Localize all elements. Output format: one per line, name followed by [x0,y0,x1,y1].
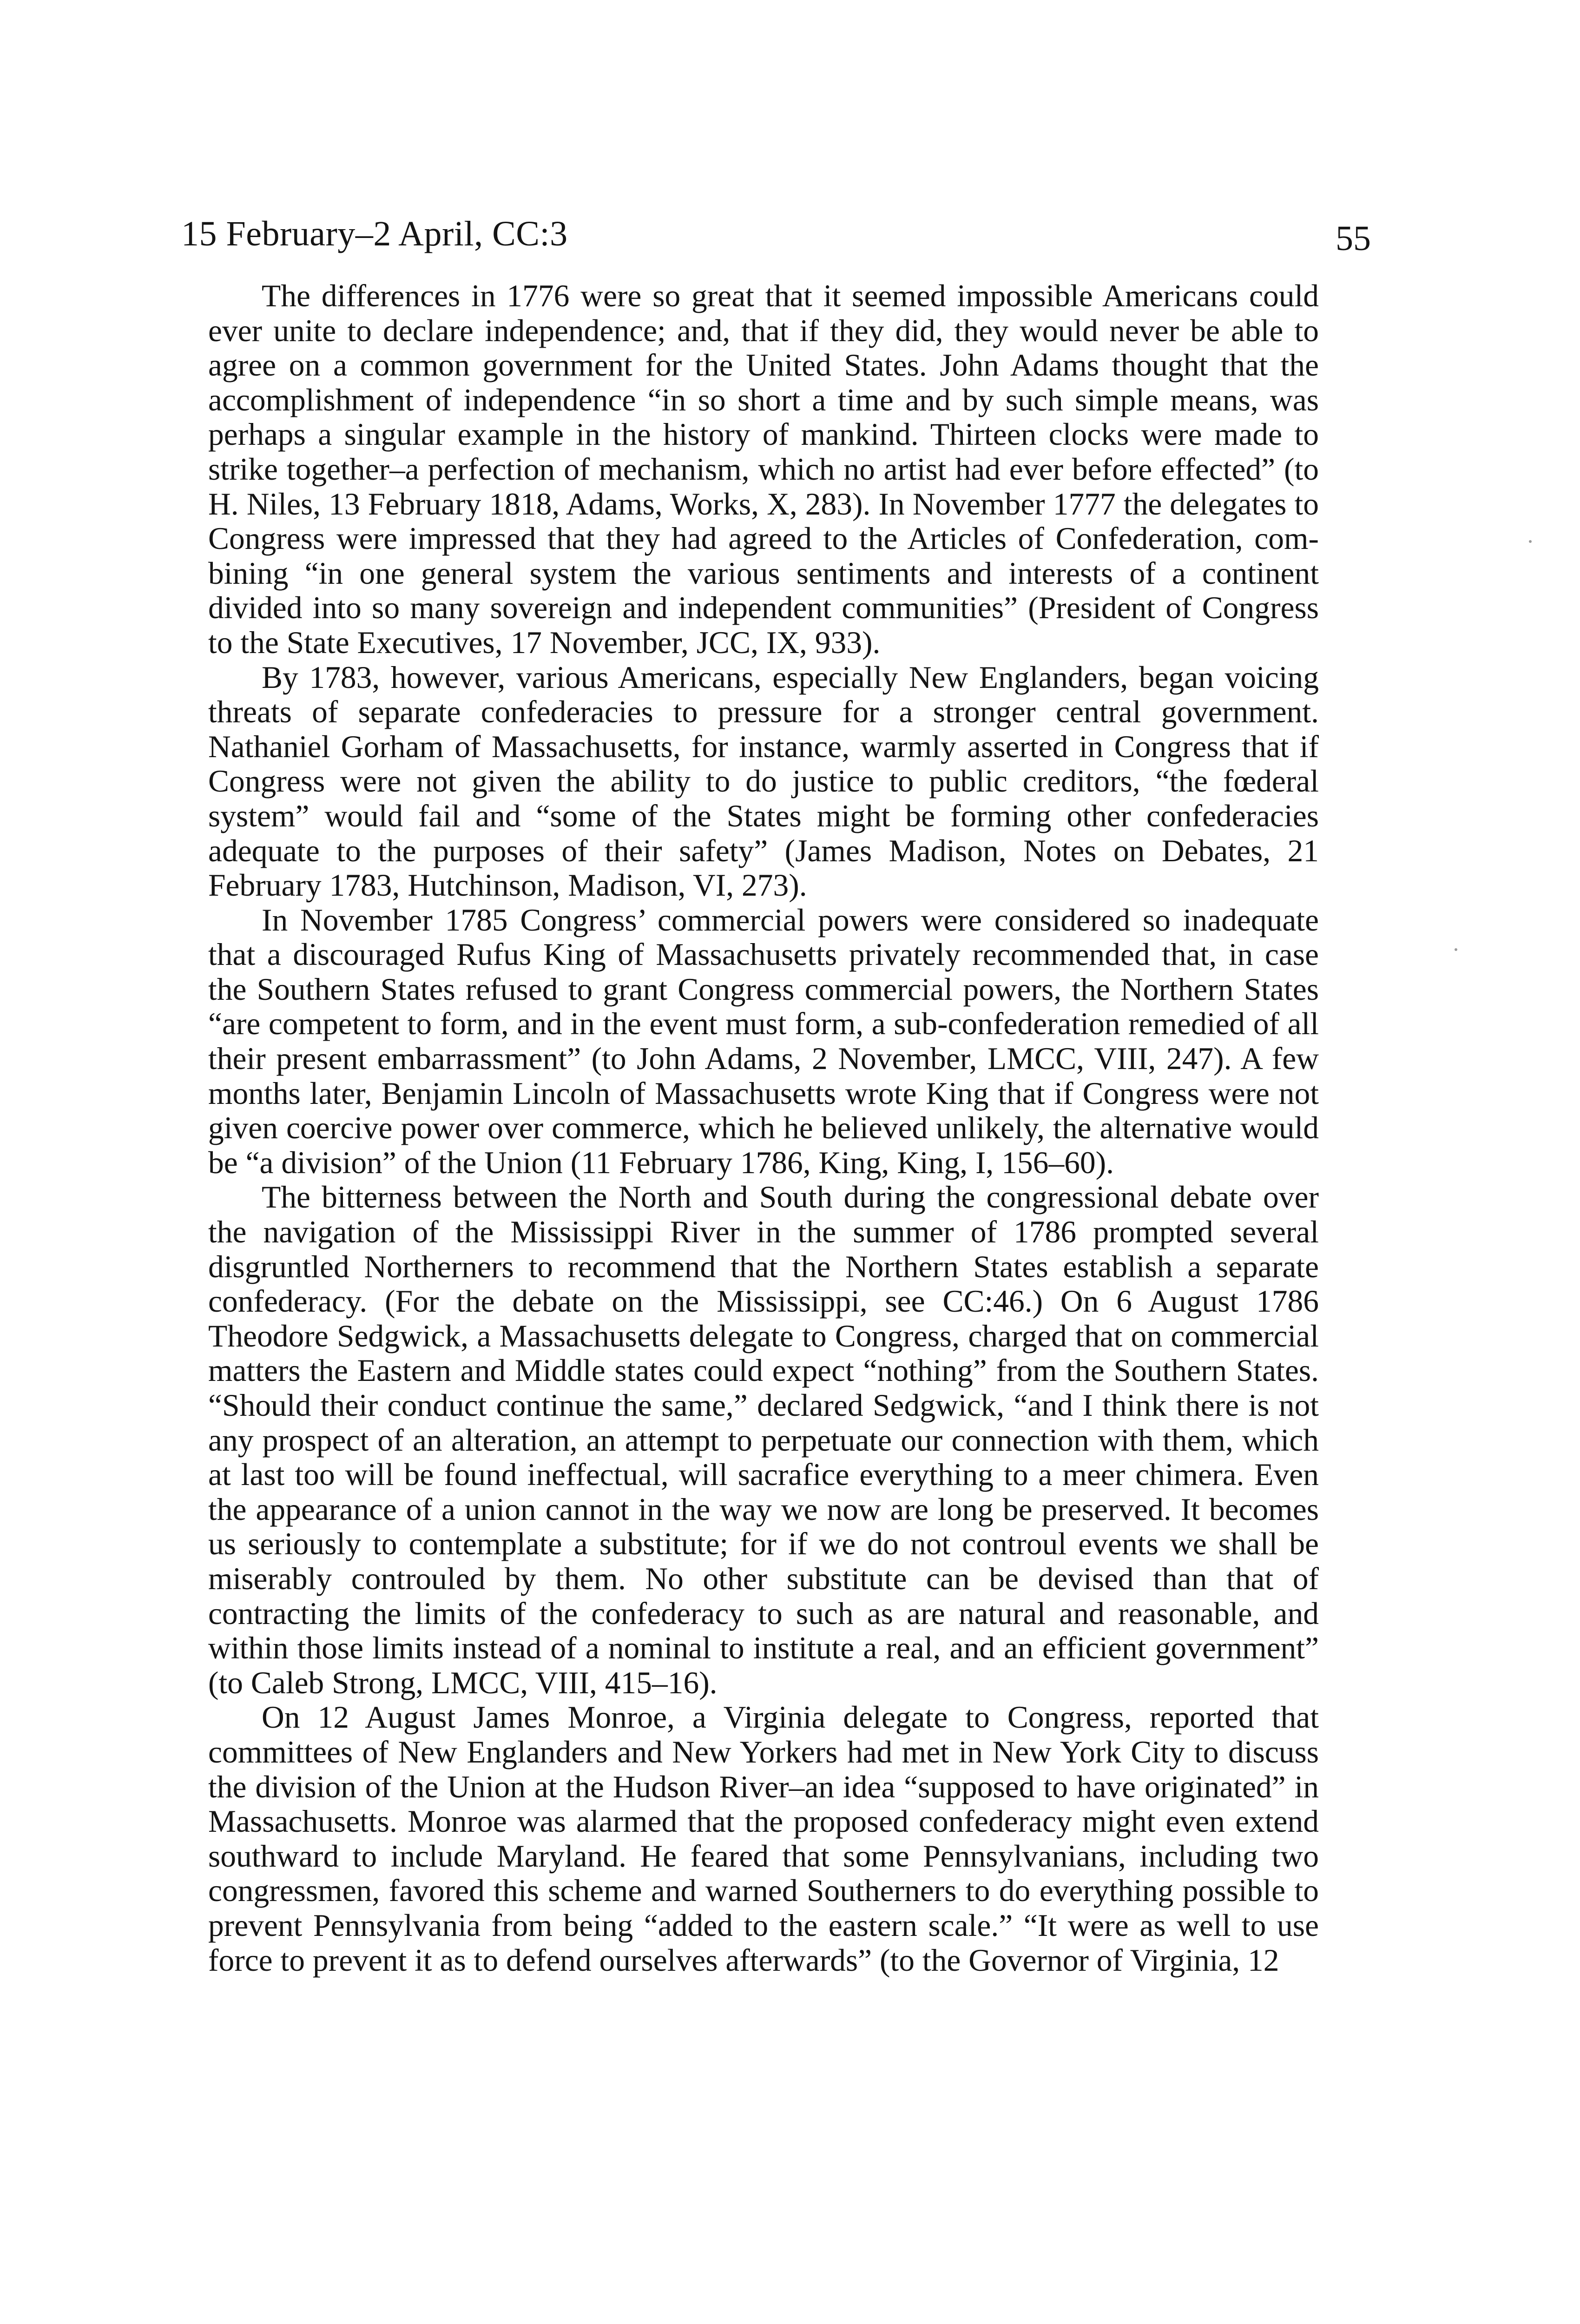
running-head-title: 15 February–2 April, CC:3 [181,214,568,253]
scan-speck [1455,948,1457,951]
paragraph-5: On 12 August James Monroe, a Virginia delegate to Congress, reported that committees of New Englanders and New Yorkers had met in New York City to discuss the division of the Union at the Hudson River–an idea “supposed to have originated” in Massachusetts. Monroe was alarmed that the proposed confederacy might even extend southward to include Maryland. He feared that some Pennsylvanians, including two congressmen, favored this scheme and warned Southerners to do everything possible to prevent Pennsylvania from being “added to the eastern scale.” “It were as well to use force to prevent it as to defend ourselves afterwards” (to the Governor of Virginia, 12 [208,1700,1319,1978]
paragraph-4: The bitterness between the North and South during the congressional debate over the navigation of the Mississippi River in the summer of 1786 prompted several disgruntled Northerners to recommend that the Northern States establish a separate confederacy. (For the debate on the Mississippi, see CC:46.) On 6 August 1786 Theodore Sedgwick, a Massachusetts delegate to Congress, charged that on commercial matters the Eastern and Middle states could expect “nothing” from the Southern States. “Should their conduct continue the same,” declared Sedgwick, “and I think there is not any prospect of an alteration, an attempt to perpetuate our connection with them, which at last too will be found ineffectual, will sacrafice everything to a meer chimera. Even the appearance of a union cannot in the way we now are long be preserved. It becomes us seriously to contemplate a substitute; for if we do not controul events we shall be miserably controuled by them. No other substitute can be devised than that of contracting the limits of the confederacy to such as are natural and reasonable, and within those limits instead of a nominal to institute a real, and an efficient government” (to Caleb Strong, LMCC, VIII, 415–16). [208,1180,1319,1700]
paragraph-1: The differences in 1776 were so great that it seemed impossible Americans could ever unite to declare independence; and, that if they did, they would never be able to agree on a common government for the United States. John Adams thought that the accomplishment of independence “in so short a time and by such simple means, was perhaps a singular example in the history of mankind. Thirteen clocks were made to strike together–a perfection of mechanism, which no artist had ever before effected” (to H. Niles, 13 February 1818, Adams, Works, X, 283). In November 1777 the delegates to Congress were impressed that they had agreed to the Articles of Confederation, combining “in one general system the various sentiments and interests of a continent divided into so many sovereign and independent communities” (President of Congress to the State Executives, 17 November, JCC, IX, 933). [208,278,1319,660]
running-head [181,208,1371,259]
body-text [208,279,1319,1978]
scan-speck [1529,540,1532,543]
paragraph-2: By 1783, however, various Americans, especially New Englanders, began voicing threats of separate confederacies to pressure for a stronger central government. Nathaniel Gorham of Massachusetts, for instance, warmly asserted in Congress that if Congress were not given the ability to do justice to public creditors, “the fœderal system” would fail and “some of the States might be forming other confederacies adequate to the purposes of their safety” (James Madison, Notes on Debates, 21 February 1783, Hutchinson, Madison, VI, 273). [208,660,1319,903]
paragraph-3: In November 1785 Congress’ commercial powers were considered so inadequate that a discouraged Rufus King of Massachusetts privately recommended that, in case the Southern States refused to grant Congress commercial powers, the Northern States “are competent to form, and in the event must form, a sub-confederation remedied of all their present embarrassment” (to John Adams, 2 November, LMCC, VIII, 247). A few months later, Benjamin Lincoln of Massachusetts wrote King that if Congress were not given coercive power over commerce, which he believed unlikely, the alternative would be “a division” of the Union (11 February 1786, King, King, I, 156–60). [208,902,1319,1180]
page-number: 55 [1336,219,1371,258]
